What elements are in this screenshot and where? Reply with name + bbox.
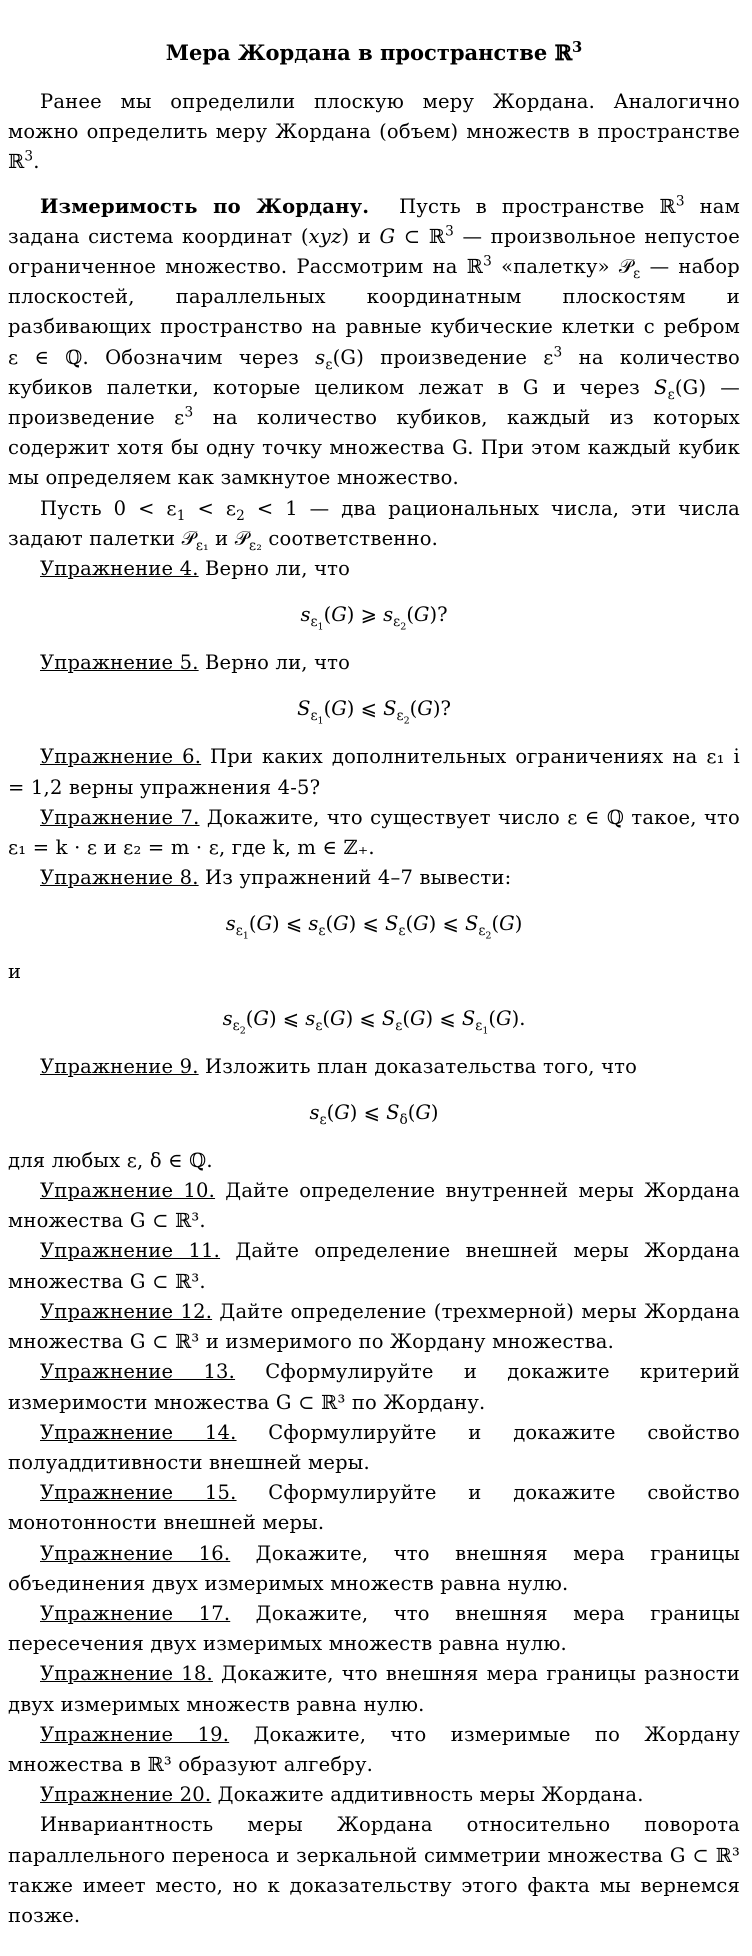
exercise-8-formula-2: $s_{\varepsilon_2}(G)$ ⩽ $s_\varepsilon(G)$ ⩽ $S_\varepsilon(G)$ ⩽ $S_{\varepsilon_1}(G)$. (222, 1006, 526, 1037)
exercise-9-after: для любых ε, δ ∈ ℚ. (8, 1148, 213, 1172)
exercise-17: Упражнение 17. Докажите, что внешняя мера границы пересечения двух измеримых множеств равна нулю. (8, 1601, 740, 1656)
exercise-5: Упражнение 5. Верно ли, что (40, 651, 351, 675)
exercise-20: Упражнение 20. Докажите аддитивность меры Жордана. (40, 1783, 644, 1807)
exercise-4: Упражнение 4. Верно ли, что (40, 557, 351, 581)
exercise-label: Упражнение 4. (40, 557, 199, 581)
exercise-label: Упражнение 16. (40, 1541, 231, 1565)
exercise-8-formula-1: $s_{\varepsilon_1}(G)$ ⩽ $s_\varepsilon(G)$ ⩽ $S_\varepsilon(G)$ ⩽ $S_{\varepsilon_2}(G)$ (225, 912, 523, 943)
exercise-label: Упражнение 14. (40, 1420, 237, 1444)
exercise-11: Упражнение 11. Дайте определение внешней меры Жордана множества G ⊂ ℝ³. (8, 1239, 740, 1293)
intro-paragraph: Ранее мы определили плоскую меру Жордана. Аналогично можно определить меру Жордана (объем) множеств в пространстве ℝ$^3$. (8, 90, 740, 174)
palette-paragraph: Пусть $0 < \varepsilon_1 < \varepsilon_2 < 1$ — два рациональных числа, эти числа задают палетки 𝒫$_{\varepsilon_1}$ и 𝒫$_{\varepsilon_2}$ соответственно. (8, 496, 740, 554)
exercise-18: Упражнение 18. Докажите, что внешняя мера границы разности двух измеримых множеств равна нулю. (8, 1662, 741, 1716)
exercise-label: Упражнение 20. (40, 1783, 212, 1807)
exercise-label: Упражнение 13. (40, 1360, 236, 1384)
exercise-label: Упражнение 10. (40, 1179, 216, 1203)
exercise-label: Упражнение 9. (40, 1054, 199, 1078)
exercise-label: Упражнение 18. (40, 1662, 213, 1686)
exercise-15: Упражнение 15. Сформулируйте и докажите свойство монотонности внешней меры. (8, 1481, 740, 1535)
measurability-paragraph: Измеримость по Жордану. Пусть в пространстве ℝ$^3$ нам задана система координат (xyz) и G ⊂ ℝ$^3$ — произвольное непустое ограниченное множество. Рассмотрим на ℝ$^3$ «палетку» 𝒫$_\varepsilon$ — набор плоскостей, параллельных координатным плоскостям и разбивающих пространство на равные кубические клетки с ребром ε ∈ ℚ. Обозначим через $s_\varepsilon(G)$ произведение $\varepsilon^3$ на количество кубиков палетки, которые целиком лежат в G и через $S_\varepsilon(G)$ — произведение $\varepsilon^3$ на количество кубиков, каждый из которых содержит хотя бы одну точку множества G. При этом каждый кубик мы определяем как замкнутое множество. (8, 193, 741, 490)
exercise-6: Упражнение 6. При каких дополнительных ограничениях на ε₁ i = 1,2 верны упражнения 4-5? (8, 745, 740, 799)
exercise-13: Упражнение 13. Сформулируйте и докажите критерий измеримости множества G ⊂ ℝ³ по Жордану. (8, 1360, 740, 1414)
exercise-label: Упражнение 19. (40, 1722, 230, 1746)
exercise-label: Упражнение 6. (40, 745, 202, 769)
exercise-14: Упражнение 14. Сформулируйте и докажите свойство полуаддитивности внешней меры. (8, 1420, 740, 1474)
exercise-label: Упражнение 12. (40, 1299, 213, 1323)
exercise-19: Упражнение 19. Докажите, что измеримые по Жордану множества в ℝ³ образуют алгебру. (8, 1722, 740, 1776)
exercise-label: Упражнение 7. (40, 805, 200, 829)
exercise-16: Упражнение 16. Докажите, что внешняя мера границы объединения двух измеримых множеств равна нулю. (8, 1541, 740, 1595)
section-heading: Измеримость по Жордану. (40, 194, 370, 218)
exercise-label: Упражнение 15. (40, 1481, 237, 1505)
exercise-9-formula: $s_\varepsilon(G)$ ⩽ $S_\delta(G)$ (309, 1100, 439, 1128)
exercise-label: Упражнение 8. (40, 866, 199, 890)
exercise-8: Упражнение 8. Из упражнений 4–7 вывести: (40, 866, 512, 890)
final-paragraph: Инвариантность меры Жордана относительно поворота параллельного переноса и зеркальной симметрии множества G ⊂ ℝ³ также имеет место, но к доказательству этого факта мы вернемся позже. (8, 1813, 740, 1927)
exercise-4-formula: $s_{\varepsilon_1}(G)$ ⩾ $s_{\varepsilon_2}(G)$? (300, 603, 448, 633)
conjunction: и (8, 960, 22, 984)
exercise-9: Упражнение 9. Изложить план доказательства того, что (40, 1054, 638, 1078)
exercise-10: Упражнение 10. Дайте определение внутренней меры Жордана множества G ⊂ ℝ³. (8, 1179, 740, 1233)
exercise-label: Упражнение 11. (40, 1239, 221, 1263)
exercise-7: Упражнение 7. Докажите, что существует число ε ∈ ℚ такое, что ε₁ = k · ε и ε₂ = m · ε, где k, m ∈ ℤ₊. (8, 805, 740, 860)
exercise-5-formula: $S_{\varepsilon_1}(G)$ ⩽ $S_{\varepsilon_2}(G)$? (297, 697, 451, 728)
exercise-label: Упражнение 5. (40, 651, 199, 675)
page-title: Мера Жордана в пространстве ℝ$^3$ (165, 39, 583, 65)
exercise-12: Упражнение 12. Дайте определение (трехмерной) меры Жордана множества G ⊂ ℝ³ и измеримого по Жордану множества. (8, 1299, 740, 1354)
exercise-label: Упражнение 17. (40, 1601, 231, 1625)
